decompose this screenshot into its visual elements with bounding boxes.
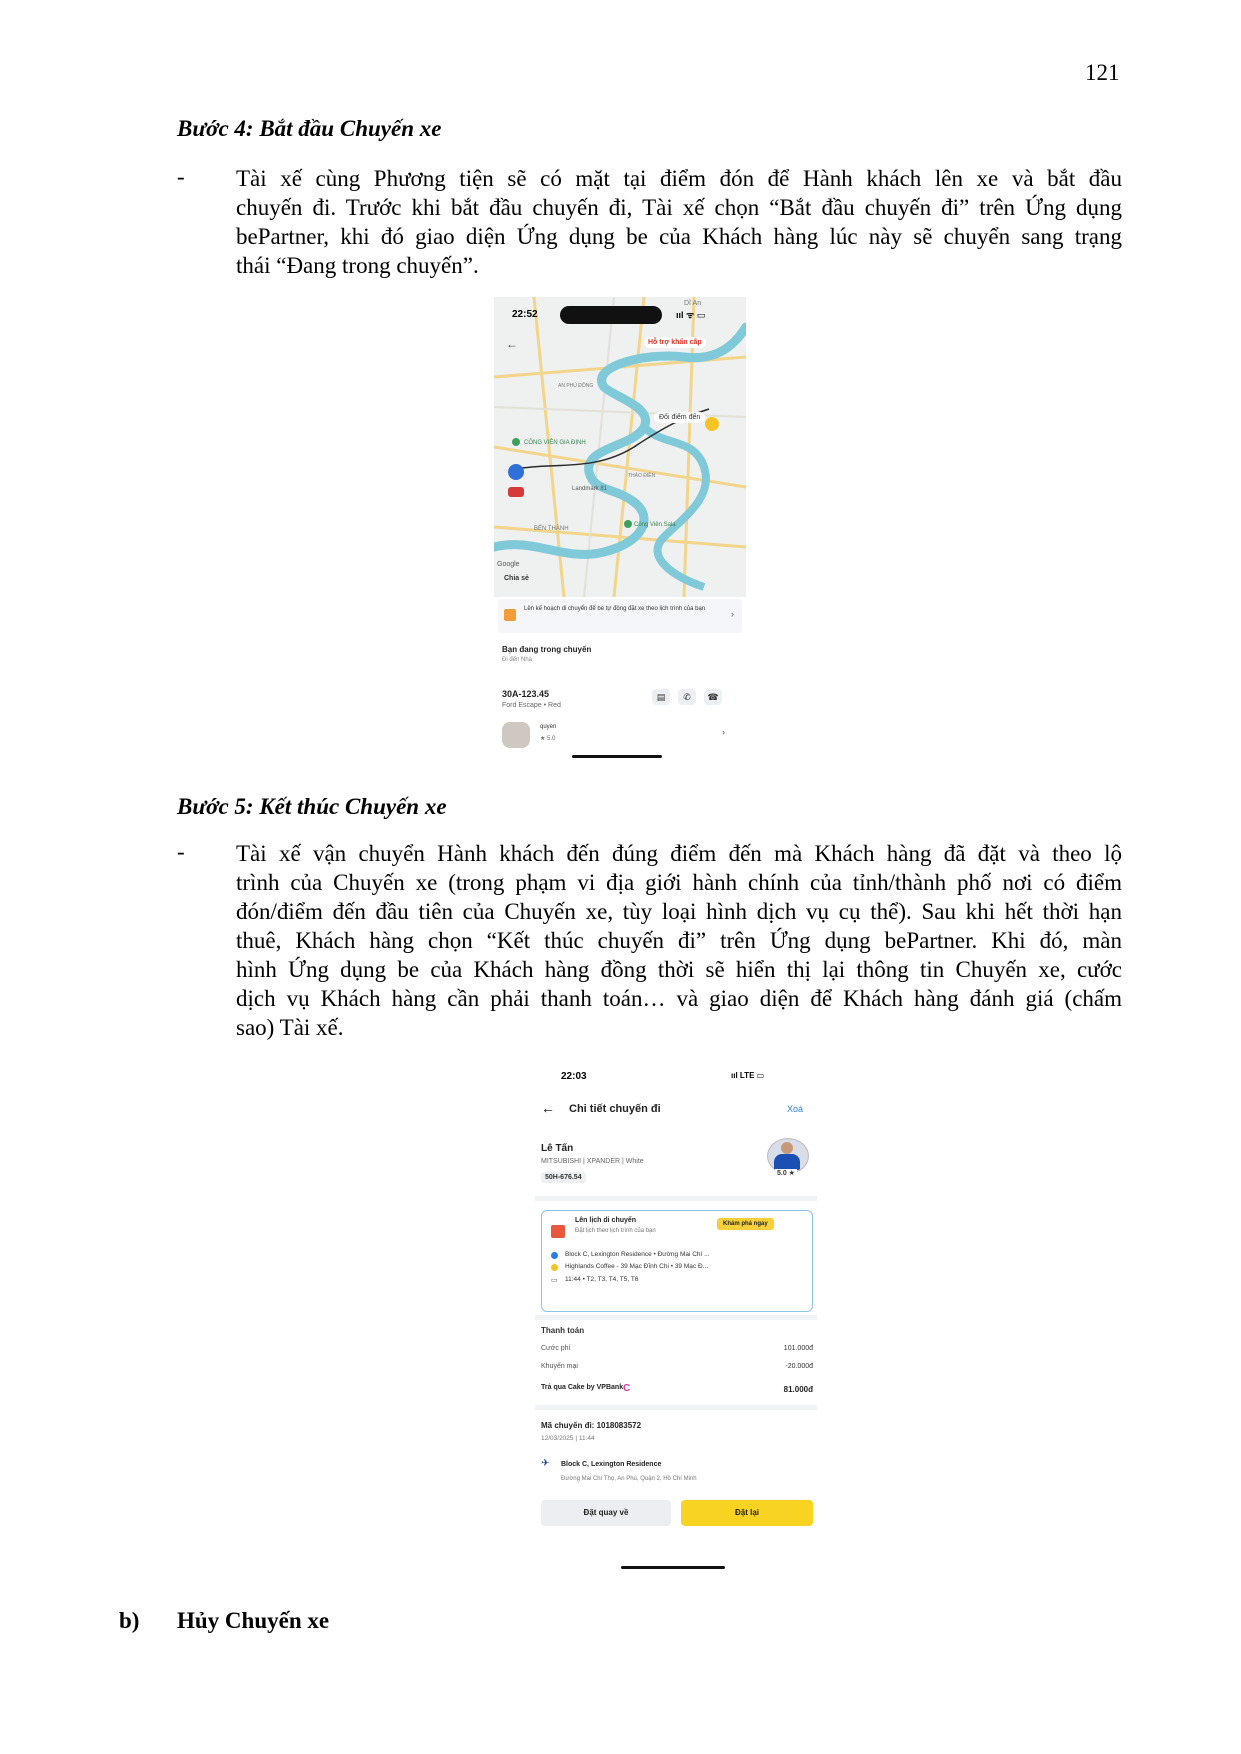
fare-label: Cước phí	[541, 1345, 571, 1352]
map-label-park: CÔNG VIÊN GIA ĐỊNH	[524, 440, 586, 446]
section-b-title: Hủy Chuyến xe	[177, 1608, 330, 1633]
car-model: Ford Escape • Red	[502, 702, 561, 709]
destination-icon: ✈	[541, 1458, 550, 1469]
driver-name: quyen	[540, 724, 557, 730]
pickup-dot-icon	[551, 1252, 558, 1259]
pickup-address: Block C, Lexington Residence • Đường Mai Chí ...	[565, 1251, 710, 1258]
divider	[535, 1315, 817, 1320]
phone-screenshot-in-trip	[494, 297, 746, 767]
map-graphic	[494, 297, 746, 597]
avatar	[502, 722, 530, 748]
share-button[interactable]: Chia sẻ	[504, 575, 529, 582]
driver-rating: ★ 5.0	[540, 736, 556, 742]
schedule-time: 11:44 • T2, T3, T4, T5, T6	[565, 1276, 639, 1283]
schedule-banner[interactable]	[498, 599, 742, 633]
step4-line-1: Tài xế cùng Phương tiện sẽ có mặt tại điểm đón để Hành khách lên xe và bắt đầu	[236, 166, 1122, 191]
step4-paragraph	[236, 164, 1122, 280]
step4-line-4: thái “Đang trong chuyến”.	[236, 253, 479, 278]
step5-line-3: đón/điểm đến đầu tiên của Chuyến xe, tùy loại hình dịch vụ cụ thể). Sau khi hết thời hạn	[236, 899, 1122, 924]
paid-via-label: Trả qua Cake by VPBank	[541, 1384, 624, 1391]
cake-icon: C	[623, 1383, 631, 1394]
step4-heading: Bước 4: Bắt đầu Chuyến xe	[177, 116, 442, 141]
avatar-body	[774, 1154, 800, 1170]
trip-status-subtitle: Đi đến Nhà	[502, 657, 533, 663]
promo-label: Khuyến mại	[541, 1363, 578, 1370]
pickup-pin-icon	[508, 464, 524, 480]
driver-name: Lê Tấn	[541, 1143, 574, 1154]
destination-address: Đường Mai Chí Thọ, An Phú, Quận 2, Hồ Chí Minh	[561, 1476, 697, 1482]
page-number: 121	[1085, 60, 1120, 85]
trip-code: Mã chuyến đi: 1018083572	[541, 1421, 642, 1430]
promo-value: -20.000đ	[785, 1363, 813, 1370]
divider	[535, 1405, 817, 1410]
chevron-right-icon: ›	[731, 609, 734, 619]
map-label-anphudong: AN PHÚ ĐÔNG	[558, 383, 594, 389]
message-button[interactable]: ▤	[652, 689, 670, 705]
step4-line-2: chuyến đi. Trước khi bắt đầu chuyến đi, Tài xế chọn “Bắt đầu chuyến đi” trên Ứng dụng	[236, 195, 1122, 220]
schedule-card-title: Lên lịch di chuyển	[575, 1217, 637, 1224]
section-b-letter: b)	[119, 1608, 140, 1633]
step5-line-7: sao) Tài xế.	[236, 1015, 344, 1040]
destination-name: Block C, Lexington Residence	[561, 1461, 662, 1468]
map-label-benthanh: BẾN THÀNH	[534, 526, 569, 532]
vehicle-info: MITSUBISHI | XPANDER | White	[541, 1158, 644, 1165]
page-title: Chi tiết chuyến đi	[569, 1103, 661, 1115]
phone-notch	[560, 306, 662, 324]
map-label-dian: Dĩ An	[684, 300, 702, 307]
trip-status-title: Bạn đang trong chuyến	[502, 645, 592, 654]
change-destination-button[interactable]: Đổi điểm đến	[654, 412, 705, 423]
map-label-landmark: Landmark 81	[572, 486, 608, 492]
map-label-thaodien: THẢO ĐIỀN	[628, 473, 656, 479]
phone-call-button[interactable]: ☎	[704, 689, 722, 705]
driver-rating: 5.0 ★	[777, 1170, 795, 1177]
calendar-icon	[551, 1225, 565, 1238]
calendar-icon	[504, 609, 516, 621]
schedule-banner-text: Lên kế hoạch di chuyển để be tự động đặt xe theo lịch trình của bạn	[524, 606, 706, 612]
car-icon	[508, 487, 524, 497]
status-time: 22:03	[561, 1071, 587, 1082]
map-view	[494, 297, 746, 597]
step5-paragraph	[236, 839, 1122, 1042]
step5-heading: Bước 5: Kết thúc Chuyến xe	[177, 794, 447, 819]
step5-line-2: trình của Chuyến xe (trong phạm vi địa giới hành chính của tỉnh/thành phố nơi có điểm	[236, 870, 1122, 895]
back-arrow-icon[interactable]: ←	[506, 337, 518, 351]
home-indicator	[572, 755, 662, 758]
step5-line-1: Tài xế vận chuyển Hành khách đến đúng điểm đến mà Khách hàng đã đặt và theo lộ	[236, 841, 1122, 866]
fare-value: 101.000đ	[783, 1345, 813, 1352]
step5-line-5: hình Ứng dụng be của Khách hàng đồng thời sẽ hiển thị lại thông tin Chuyến xe, cước	[236, 957, 1122, 982]
app-call-button[interactable]: ✆	[678, 689, 696, 705]
chevron-right-icon: ›	[722, 727, 725, 737]
explore-now-button[interactable]: Khám phá ngay	[717, 1218, 774, 1230]
status-icons: ııl LTE ▭	[731, 1071, 765, 1080]
status-icons: ııl ᯤ ▭	[676, 310, 706, 320]
license-plate: 30A-123.45	[502, 689, 550, 699]
trip-date: 12/03/2025 | 11:44	[541, 1435, 595, 1442]
dropoff-address: Highlands Coffee - 39 Mạc Đĩnh Chi • 39 Mạc Đ...	[565, 1263, 709, 1270]
paid-value: 81.000đ	[783, 1385, 813, 1394]
step4-line-3: bePartner, khi đó giao diện Ứng dụng be của Khách hàng lúc này sẽ chuyển sang trạng	[236, 224, 1122, 249]
driver-row[interactable]	[498, 719, 742, 749]
emergency-support-button[interactable]: Hỗ trợ khẩn cấp	[644, 337, 706, 348]
divider	[535, 1196, 817, 1201]
step5-line-4: thuê, Khách hàng chọn “Kết thúc chuyến đi” trên Ứng dụng bePartner. Khi đó, màn	[236, 928, 1122, 953]
step4-bullet: -	[177, 164, 185, 189]
back-arrow-icon[interactable]: ←	[541, 1100, 555, 1116]
step5-line-6: dịch vụ Khách hàng cần phải thanh toán… và giao diện để Khách hàng đánh giá (chấm	[236, 986, 1122, 1011]
book-return-button[interactable]: Đặt quay về	[541, 1500, 671, 1526]
home-indicator	[621, 1566, 725, 1569]
repeat-icon: ▭	[551, 1277, 558, 1284]
schedule-card-subtitle: Đặt lịch theo lịch trình của bạn	[575, 1228, 656, 1234]
google-logo: Google	[497, 561, 520, 568]
avatar-head	[781, 1142, 793, 1154]
dropoff-dot-icon	[551, 1264, 558, 1271]
rebook-button[interactable]: Đặt lại	[681, 1500, 813, 1526]
step5-bullet: -	[177, 839, 185, 864]
destination-pin-icon	[705, 417, 719, 431]
status-time: 22:52	[512, 309, 538, 320]
delete-button[interactable]: Xoá	[787, 1104, 804, 1114]
phone-screenshot-trip-detail	[529, 1058, 823, 1580]
license-plate: 50H-676.54	[541, 1172, 586, 1183]
payment-title: Thanh toán	[541, 1326, 585, 1335]
map-label-sala: Công Viên Sala	[634, 522, 676, 528]
